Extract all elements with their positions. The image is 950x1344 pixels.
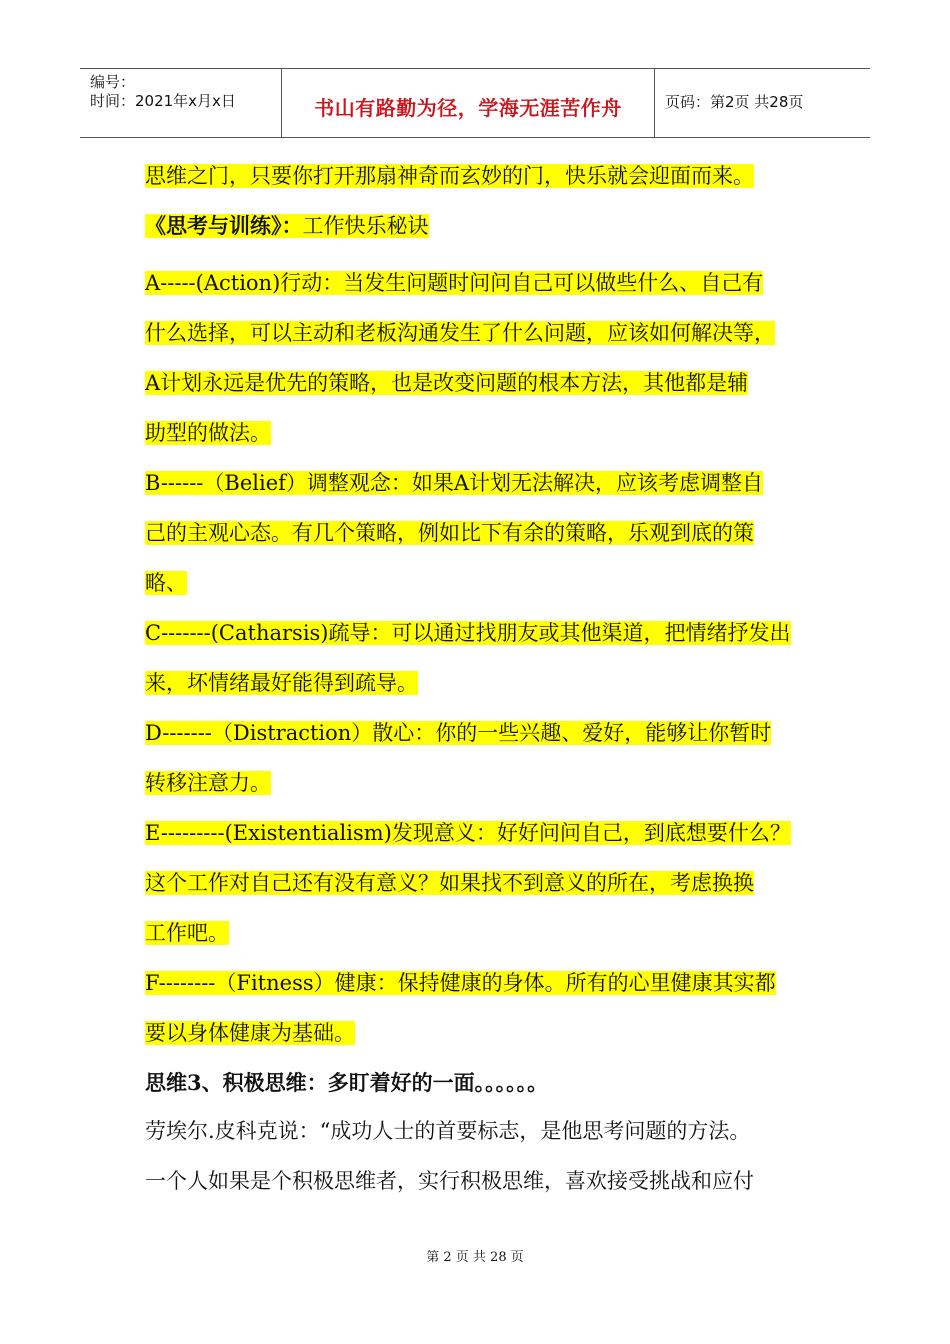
number-label: 编号： (90, 73, 136, 91)
time-label: 时间：2021年x月x日 (90, 92, 236, 110)
body-line: 思维之门，只要你打开那扇神奇而玄妙的门，快乐就会迎面而来。 (145, 164, 754, 188)
motto-text: 书山有路勤为径，学海无涯苦作舟 (314, 96, 622, 120)
body-line: 要以身体健康为基础。 (145, 1021, 355, 1045)
section-title-bold: 《思考与训练》： (145, 213, 303, 238)
header-page-info: 页码：第2页 共28页 (665, 93, 804, 111)
body-line: 劳埃尔.皮科克说：“成功人士的首要标志，是他思考问题的方法。 (145, 1119, 751, 1143)
section-title (145, 214, 429, 238)
body-line: E---------(Existentialism)发现意义：好好问问自己，到底想要什么？ (145, 821, 791, 845)
header-motto-cell (282, 69, 655, 137)
page-footer: 第 2 页 共 28 页 (426, 1250, 524, 1265)
body-line: 工作吧。 (145, 921, 229, 945)
body-line: 什么选择，可以主动和老板沟通发生了什么问题，应该如何解决等， (145, 321, 775, 345)
subheading: 思维3、积极思维：多盯着好的一面。。。。。。 (145, 1070, 549, 1095)
header-meta-cell (80, 69, 282, 137)
body-line: 略、 (145, 571, 187, 595)
body-line: A计划永远是优先的策略，也是改变问题的根本方法，其他都是辅 (145, 371, 749, 395)
body-line: 来，坏情绪最好能得到疏导。 (145, 671, 418, 695)
body-line: 助型的做法。 (145, 421, 271, 445)
body-line: D-------（Distraction）散心：你的一些兴趣、爱好，能够让你暂时 (145, 721, 772, 745)
header-page-cell (655, 69, 870, 137)
body-line: A-----(Action)行动：当发生问题时问问自己可以做些什么、自己有 (145, 271, 764, 295)
body-line: C-------(Catharsis)疏导：可以通过找朋友或其他渠道，把情绪抒发出 (145, 621, 791, 645)
document-header (80, 68, 870, 138)
body-line: F--------（Fitness）健康：保持健康的身体。所有的心里健康其实都 (145, 971, 776, 995)
body-line: 一个人如果是个积极思维者，实行积极思维，喜欢接受挑战和应付 (145, 1169, 754, 1193)
body-line: 转移注意力。 (145, 771, 271, 795)
body-line: 己的主观心态。有几个策略，例如比下有余的策略，乐观到底的策 (145, 521, 754, 545)
body-line: B------（Belief）调整观念：如果A计划无法解决，应该考虑调整自 (145, 471, 764, 495)
section-title-rest: 工作快乐秘诀 (302, 214, 429, 238)
body-line: 这个工作对自己还有没有意义？如果找不到意义的所在，考虑换换 (145, 871, 754, 895)
